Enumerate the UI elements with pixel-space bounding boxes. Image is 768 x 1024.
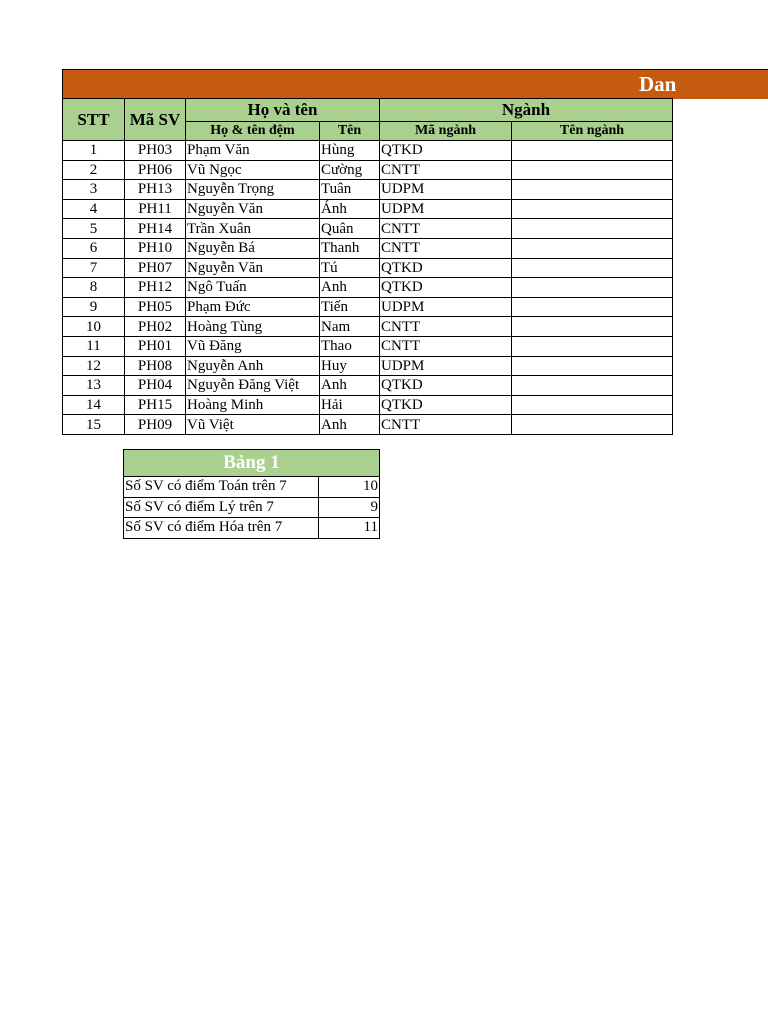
table-row [63, 258, 673, 278]
summary-label[interactable]: Số SV có điểm Lý trên 7 [124, 497, 319, 518]
cell-ho-ten-dem[interactable]: Ngô Tuấn [186, 278, 320, 298]
cell-ten-nganh[interactable] [512, 180, 673, 200]
cell-ma-sv[interactable]: PH14 [125, 219, 186, 239]
table-row [63, 219, 673, 239]
cell-stt[interactable]: 7 [63, 258, 125, 278]
header-stt[interactable]: STT [63, 99, 125, 141]
cell-stt[interactable]: 6 [63, 238, 125, 258]
table-row [63, 395, 673, 415]
cell-ten-nganh[interactable] [512, 297, 673, 317]
cell-ten[interactable]: Tú [320, 258, 380, 278]
cell-ma-nganh[interactable]: UDPM [380, 356, 512, 376]
cell-ten-nganh[interactable] [512, 219, 673, 239]
cell-ho-ten-dem[interactable]: Phạm Đức [186, 297, 320, 317]
cell-ma-nganh[interactable]: QTKD [380, 258, 512, 278]
cell-ma-sv[interactable]: PH13 [125, 180, 186, 200]
cell-ma-nganh[interactable]: UDPM [380, 180, 512, 200]
cell-ma-nganh[interactable]: CNTT [380, 238, 512, 258]
cell-ten-nganh[interactable] [512, 258, 673, 278]
cell-ma-nganh[interactable]: UDPM [380, 199, 512, 219]
cell-ma-sv[interactable]: PH04 [125, 376, 186, 396]
summary-table [123, 449, 380, 539]
summary-title[interactable]: Bảng 1 [124, 450, 380, 477]
table-row [63, 180, 673, 200]
summary-row [124, 477, 380, 498]
header-ten-nganh[interactable]: Tên ngành [512, 122, 673, 141]
cell-ma-nganh[interactable]: QTKD [380, 395, 512, 415]
table-row [63, 356, 673, 376]
cell-stt[interactable]: 8 [63, 278, 125, 298]
cell-stt[interactable]: 12 [63, 356, 125, 376]
cell-ma-sv[interactable]: PH11 [125, 199, 186, 219]
table-row [63, 141, 673, 161]
cell-ten-nganh[interactable] [512, 415, 673, 435]
cell-ho-ten-dem[interactable]: Vũ Việt [186, 415, 320, 435]
cell-ma-nganh[interactable]: QTKD [380, 141, 512, 161]
cell-stt[interactable]: 10 [63, 317, 125, 337]
cell-ten[interactable]: Hùng [320, 141, 380, 161]
header-ho-va-ten[interactable]: Họ và tên [186, 99, 380, 122]
cell-ma-sv[interactable]: PH12 [125, 278, 186, 298]
table-row [63, 278, 673, 298]
cell-ho-ten-dem[interactable]: Nguyễn Đăng Việt [186, 376, 320, 396]
cell-ma-nganh[interactable]: CNTT [380, 160, 512, 180]
cell-ma-sv[interactable]: PH10 [125, 238, 186, 258]
cell-ten-nganh[interactable] [512, 199, 673, 219]
cell-ten[interactable]: Nam [320, 317, 380, 337]
cell-ho-ten-dem[interactable]: Nguyễn Trọng [186, 180, 320, 200]
table-row [63, 415, 673, 435]
cell-ho-ten-dem[interactable]: Nguyễn Văn [186, 258, 320, 278]
summary-label[interactable]: Số SV có điểm Hóa trên 7 [124, 518, 319, 539]
cell-ma-sv[interactable]: PH03 [125, 141, 186, 161]
cell-ma-nganh[interactable]: CNTT [380, 336, 512, 356]
cell-ten-nganh[interactable] [512, 278, 673, 298]
table-row [63, 238, 673, 258]
cell-ho-ten-dem[interactable]: Nguyễn Bá [186, 238, 320, 258]
cell-ho-ten-dem[interactable]: Trần Xuân [186, 219, 320, 239]
cell-stt[interactable]: 14 [63, 395, 125, 415]
cell-ma-sv[interactable]: PH09 [125, 415, 186, 435]
cell-ma-sv[interactable]: PH15 [125, 395, 186, 415]
cell-ten-nganh[interactable] [512, 376, 673, 396]
summary-label[interactable]: Số SV có điểm Toán trên 7 [124, 477, 319, 498]
cell-ho-ten-dem[interactable]: Vũ Ngọc [186, 160, 320, 180]
cell-ho-ten-dem[interactable]: Hoàng Tùng [186, 317, 320, 337]
cell-ten[interactable]: Anh [320, 376, 380, 396]
summary-value[interactable]: 9 [319, 497, 380, 518]
cell-ma-sv[interactable]: PH05 [125, 297, 186, 317]
table-row [63, 199, 673, 219]
cell-ma-nganh[interactable]: CNTT [380, 415, 512, 435]
cell-ten[interactable]: Anh [320, 278, 380, 298]
cell-stt[interactable]: 4 [63, 199, 125, 219]
cell-ten-nganh[interactable] [512, 141, 673, 161]
cell-ten[interactable]: Tiến [320, 297, 380, 317]
cell-ten-nganh[interactable] [512, 336, 673, 356]
cell-stt[interactable]: 3 [63, 180, 125, 200]
cell-ho-ten-dem[interactable]: Hoàng Minh [186, 395, 320, 415]
cell-ho-ten-dem[interactable]: Phạm Văn [186, 141, 320, 161]
cell-ten[interactable]: Huy [320, 356, 380, 376]
cell-ten-nganh[interactable] [512, 317, 673, 337]
sheet-title: Dan [639, 72, 677, 96]
cell-ten[interactable]: Thanh [320, 238, 380, 258]
table-row [63, 336, 673, 356]
cell-ma-sv[interactable]: PH07 [125, 258, 186, 278]
cell-stt[interactable]: 1 [63, 141, 125, 161]
summary-row [124, 518, 380, 539]
cell-ten[interactable]: Quân [320, 219, 380, 239]
table-row [63, 160, 673, 180]
title-banner [62, 69, 768, 99]
header-ma-nganh[interactable]: Mã ngành [380, 122, 512, 141]
cell-ten-nganh[interactable] [512, 160, 673, 180]
table-row [63, 297, 673, 317]
cell-ten[interactable]: Anh [320, 415, 380, 435]
cell-ho-ten-dem[interactable]: Nguyễn Văn [186, 199, 320, 219]
cell-stt[interactable]: 11 [63, 336, 125, 356]
cell-ma-nganh[interactable]: CNTT [380, 317, 512, 337]
cell-ho-ten-dem[interactable]: Nguyễn Anh [186, 356, 320, 376]
student-table [62, 98, 673, 435]
cell-ten-nganh[interactable] [512, 356, 673, 376]
table-row [63, 317, 673, 337]
cell-ma-nganh[interactable]: CNTT [380, 219, 512, 239]
cell-ten[interactable]: Tuân [320, 180, 380, 200]
cell-stt[interactable]: 13 [63, 376, 125, 396]
summary-value[interactable]: 10 [319, 477, 380, 498]
cell-ma-nganh[interactable]: QTKD [380, 278, 512, 298]
cell-ma-sv[interactable]: PH08 [125, 356, 186, 376]
cell-ten[interactable]: Ánh [320, 199, 380, 219]
header-ten[interactable]: Tên [320, 122, 380, 141]
cell-stt[interactable]: 5 [63, 219, 125, 239]
header-nganh[interactable]: Ngành [380, 99, 673, 122]
cell-ma-sv[interactable]: PH01 [125, 336, 186, 356]
student-table-body [63, 141, 673, 435]
summary-table-body [124, 477, 380, 539]
cell-ten-nganh[interactable] [512, 395, 673, 415]
cell-ten[interactable]: Hải [320, 395, 380, 415]
cell-ten[interactable]: Cường [320, 160, 380, 180]
table-row [63, 376, 673, 396]
header-ho-ten-dem[interactable]: Họ & tên đệm [186, 122, 320, 141]
summary-value[interactable]: 11 [319, 518, 380, 539]
cell-stt[interactable]: 9 [63, 297, 125, 317]
cell-ma-sv[interactable]: PH06 [125, 160, 186, 180]
cell-ten-nganh[interactable] [512, 238, 673, 258]
cell-ma-nganh[interactable]: QTKD [380, 376, 512, 396]
cell-stt[interactable]: 2 [63, 160, 125, 180]
cell-stt[interactable]: 15 [63, 415, 125, 435]
cell-ma-sv[interactable]: PH02 [125, 317, 186, 337]
header-ma-sv[interactable]: Mã SV [125, 99, 186, 141]
summary-row [124, 497, 380, 518]
cell-ten[interactable]: Thao [320, 336, 380, 356]
cell-ma-nganh[interactable]: UDPM [380, 297, 512, 317]
cell-ho-ten-dem[interactable]: Vũ Đăng [186, 336, 320, 356]
